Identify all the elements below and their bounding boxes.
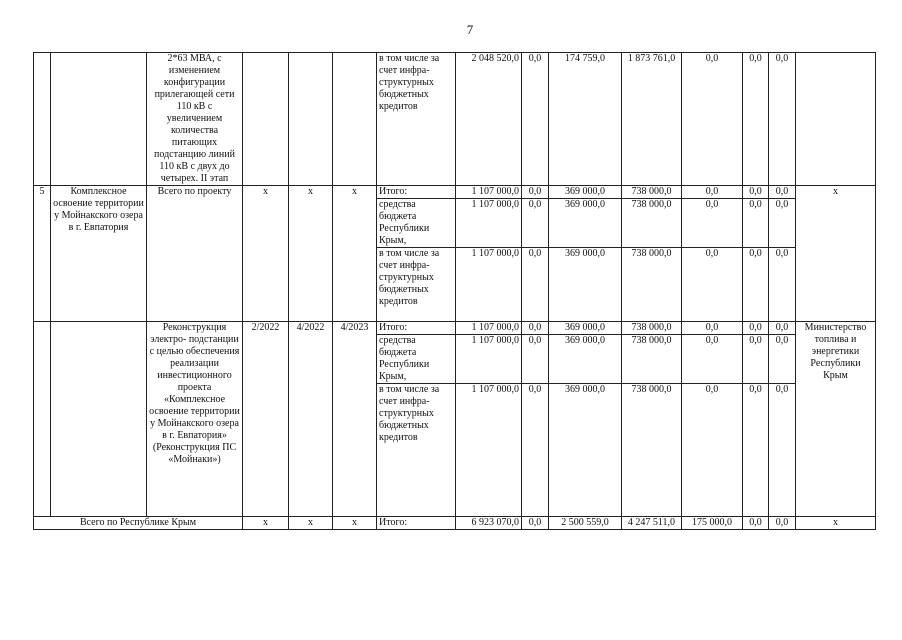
executor-cell: [796, 53, 876, 186]
value-cell: 0,0: [743, 384, 769, 517]
value-cell: 0,0: [769, 186, 796, 199]
value-cell: 0,0: [769, 517, 796, 530]
value-cell: 0,0: [682, 186, 743, 199]
value-cell: 738 000,0: [622, 199, 682, 248]
value-cell: 0,0: [682, 322, 743, 335]
table-row: [34, 186, 876, 199]
executor-cell: x: [796, 186, 876, 322]
funding-source-cell: в том числе за счет инфра- структурных бюджетных кредитов: [377, 53, 456, 186]
value-cell: 0,0: [769, 199, 796, 248]
value-cell: 369 000,0: [549, 186, 622, 199]
number-cell: 5: [34, 186, 51, 322]
funding-source-cell: в том числе за счет инфра- структурных бюджетных кредитов: [377, 248, 456, 322]
project-name-cell: Комплексное освоение территории у Мойнакского озера в г. Евпатория: [51, 186, 147, 322]
value-cell: 0,0: [682, 53, 743, 186]
value-cell: 6 923 070,0: [456, 517, 522, 530]
value-cell: 0,0: [743, 186, 769, 199]
republic-total-row: [34, 517, 876, 530]
start-date-cell: [243, 53, 289, 186]
value-cell: 1 107 000,0: [456, 199, 522, 248]
value-cell: 0,0: [682, 335, 743, 384]
value-cell: 2 500 559,0: [549, 517, 622, 530]
value-cell: 0,0: [743, 322, 769, 335]
start-date-cell: x: [243, 186, 289, 322]
value-cell: 175 000,0: [682, 517, 743, 530]
value-cell: 738 000,0: [622, 248, 682, 322]
value-cell: 0,0: [769, 335, 796, 384]
value-cell: 0,0: [682, 248, 743, 322]
value-cell: 1 873 761,0: [622, 53, 682, 186]
commission-date-cell: 4/2023: [333, 322, 377, 517]
funding-source-cell: Итого:: [377, 517, 456, 530]
funding-source-cell: средства бюджета Республики Крым,: [377, 199, 456, 248]
end-date-cell: [289, 53, 333, 186]
value-cell: 4 247 511,0: [622, 517, 682, 530]
value-cell: 0,0: [769, 322, 796, 335]
value-cell: 0,0: [522, 335, 549, 384]
value-cell: 0,0: [682, 199, 743, 248]
value-cell: 0,0: [522, 199, 549, 248]
value-cell: 0,0: [743, 248, 769, 322]
value-cell: 1 107 000,0: [456, 384, 522, 517]
value-cell: 1 107 000,0: [456, 248, 522, 322]
value-cell: 369 000,0: [549, 322, 622, 335]
funding-source-cell: Итого:: [377, 322, 456, 335]
financing-table: [33, 52, 876, 530]
value-cell: 0,0: [769, 248, 796, 322]
funding-source-cell: средства бюджета Республики Крым,: [377, 335, 456, 384]
object-name-cell: Реконструкция электро- подстанции с целью обеспечения реализации инвестиционного проекта «Комплексное освоение территории у Мойнакского озера в г. Евпатория» (Реконструкция ПС «Мойнаки»): [147, 322, 243, 517]
start-date-cell: x: [243, 517, 289, 530]
project-name-cell: [51, 53, 147, 186]
object-name-cell: Всего по проекту: [147, 186, 243, 322]
commission-date-cell: x: [333, 517, 377, 530]
executor-cell: Министерство топлива и энергетики Республики Крым: [796, 322, 876, 517]
value-cell: 0,0: [682, 384, 743, 517]
value-cell: 369 000,0: [549, 335, 622, 384]
value-cell: 738 000,0: [622, 322, 682, 335]
value-cell: 174 759,0: [549, 53, 622, 186]
value-cell: 0,0: [522, 517, 549, 530]
value-cell: 0,0: [522, 248, 549, 322]
value-cell: 369 000,0: [549, 384, 622, 517]
number-cell: [34, 322, 51, 517]
funding-source-cell: в том числе за счет инфра- структурных бюджетных кредитов: [377, 384, 456, 517]
value-cell: 738 000,0: [622, 335, 682, 384]
value-cell: 738 000,0: [622, 384, 682, 517]
value-cell: 0,0: [743, 53, 769, 186]
value-cell: 0,0: [522, 322, 549, 335]
commission-date-cell: x: [333, 186, 377, 322]
value-cell: 0,0: [769, 53, 796, 186]
value-cell: 738 000,0: [622, 186, 682, 199]
commission-date-cell: [333, 53, 377, 186]
value-cell: 0,0: [769, 384, 796, 517]
total-label-cell: Всего по Республике Крым: [34, 517, 243, 530]
project-name-cell: [51, 322, 147, 517]
value-cell: 0,0: [522, 384, 549, 517]
end-date-cell: 4/2022: [289, 322, 333, 517]
value-cell: 0,0: [743, 517, 769, 530]
number-cell: [34, 53, 51, 186]
value-cell: 1 107 000,0: [456, 335, 522, 384]
end-date-cell: x: [289, 186, 333, 322]
value-cell: 369 000,0: [549, 248, 622, 322]
value-cell: 0,0: [522, 186, 549, 199]
value-cell: 369 000,0: [549, 199, 622, 248]
end-date-cell: x: [289, 517, 333, 530]
value-cell: 0,0: [743, 199, 769, 248]
value-cell: 0,0: [743, 335, 769, 384]
value-cell: 1 107 000,0: [456, 186, 522, 199]
value-cell: 0,0: [522, 53, 549, 186]
executor-cell: x: [796, 517, 876, 530]
value-cell: 2 048 520,0: [456, 53, 522, 186]
page-number: 7: [466, 22, 474, 37]
object-name-cell: 2*63 МВА, с изменением конфигурации прилегающей сети 110 кВ с увеличением количества питающих подстанцию линий 110 кВ с двух до четырех. II этап: [147, 53, 243, 186]
value-cell: 1 107 000,0: [456, 322, 522, 335]
table-row: [34, 322, 876, 335]
funding-source-cell: Итого:: [377, 186, 456, 199]
continuation-row: [34, 53, 876, 186]
start-date-cell: 2/2022: [243, 322, 289, 517]
